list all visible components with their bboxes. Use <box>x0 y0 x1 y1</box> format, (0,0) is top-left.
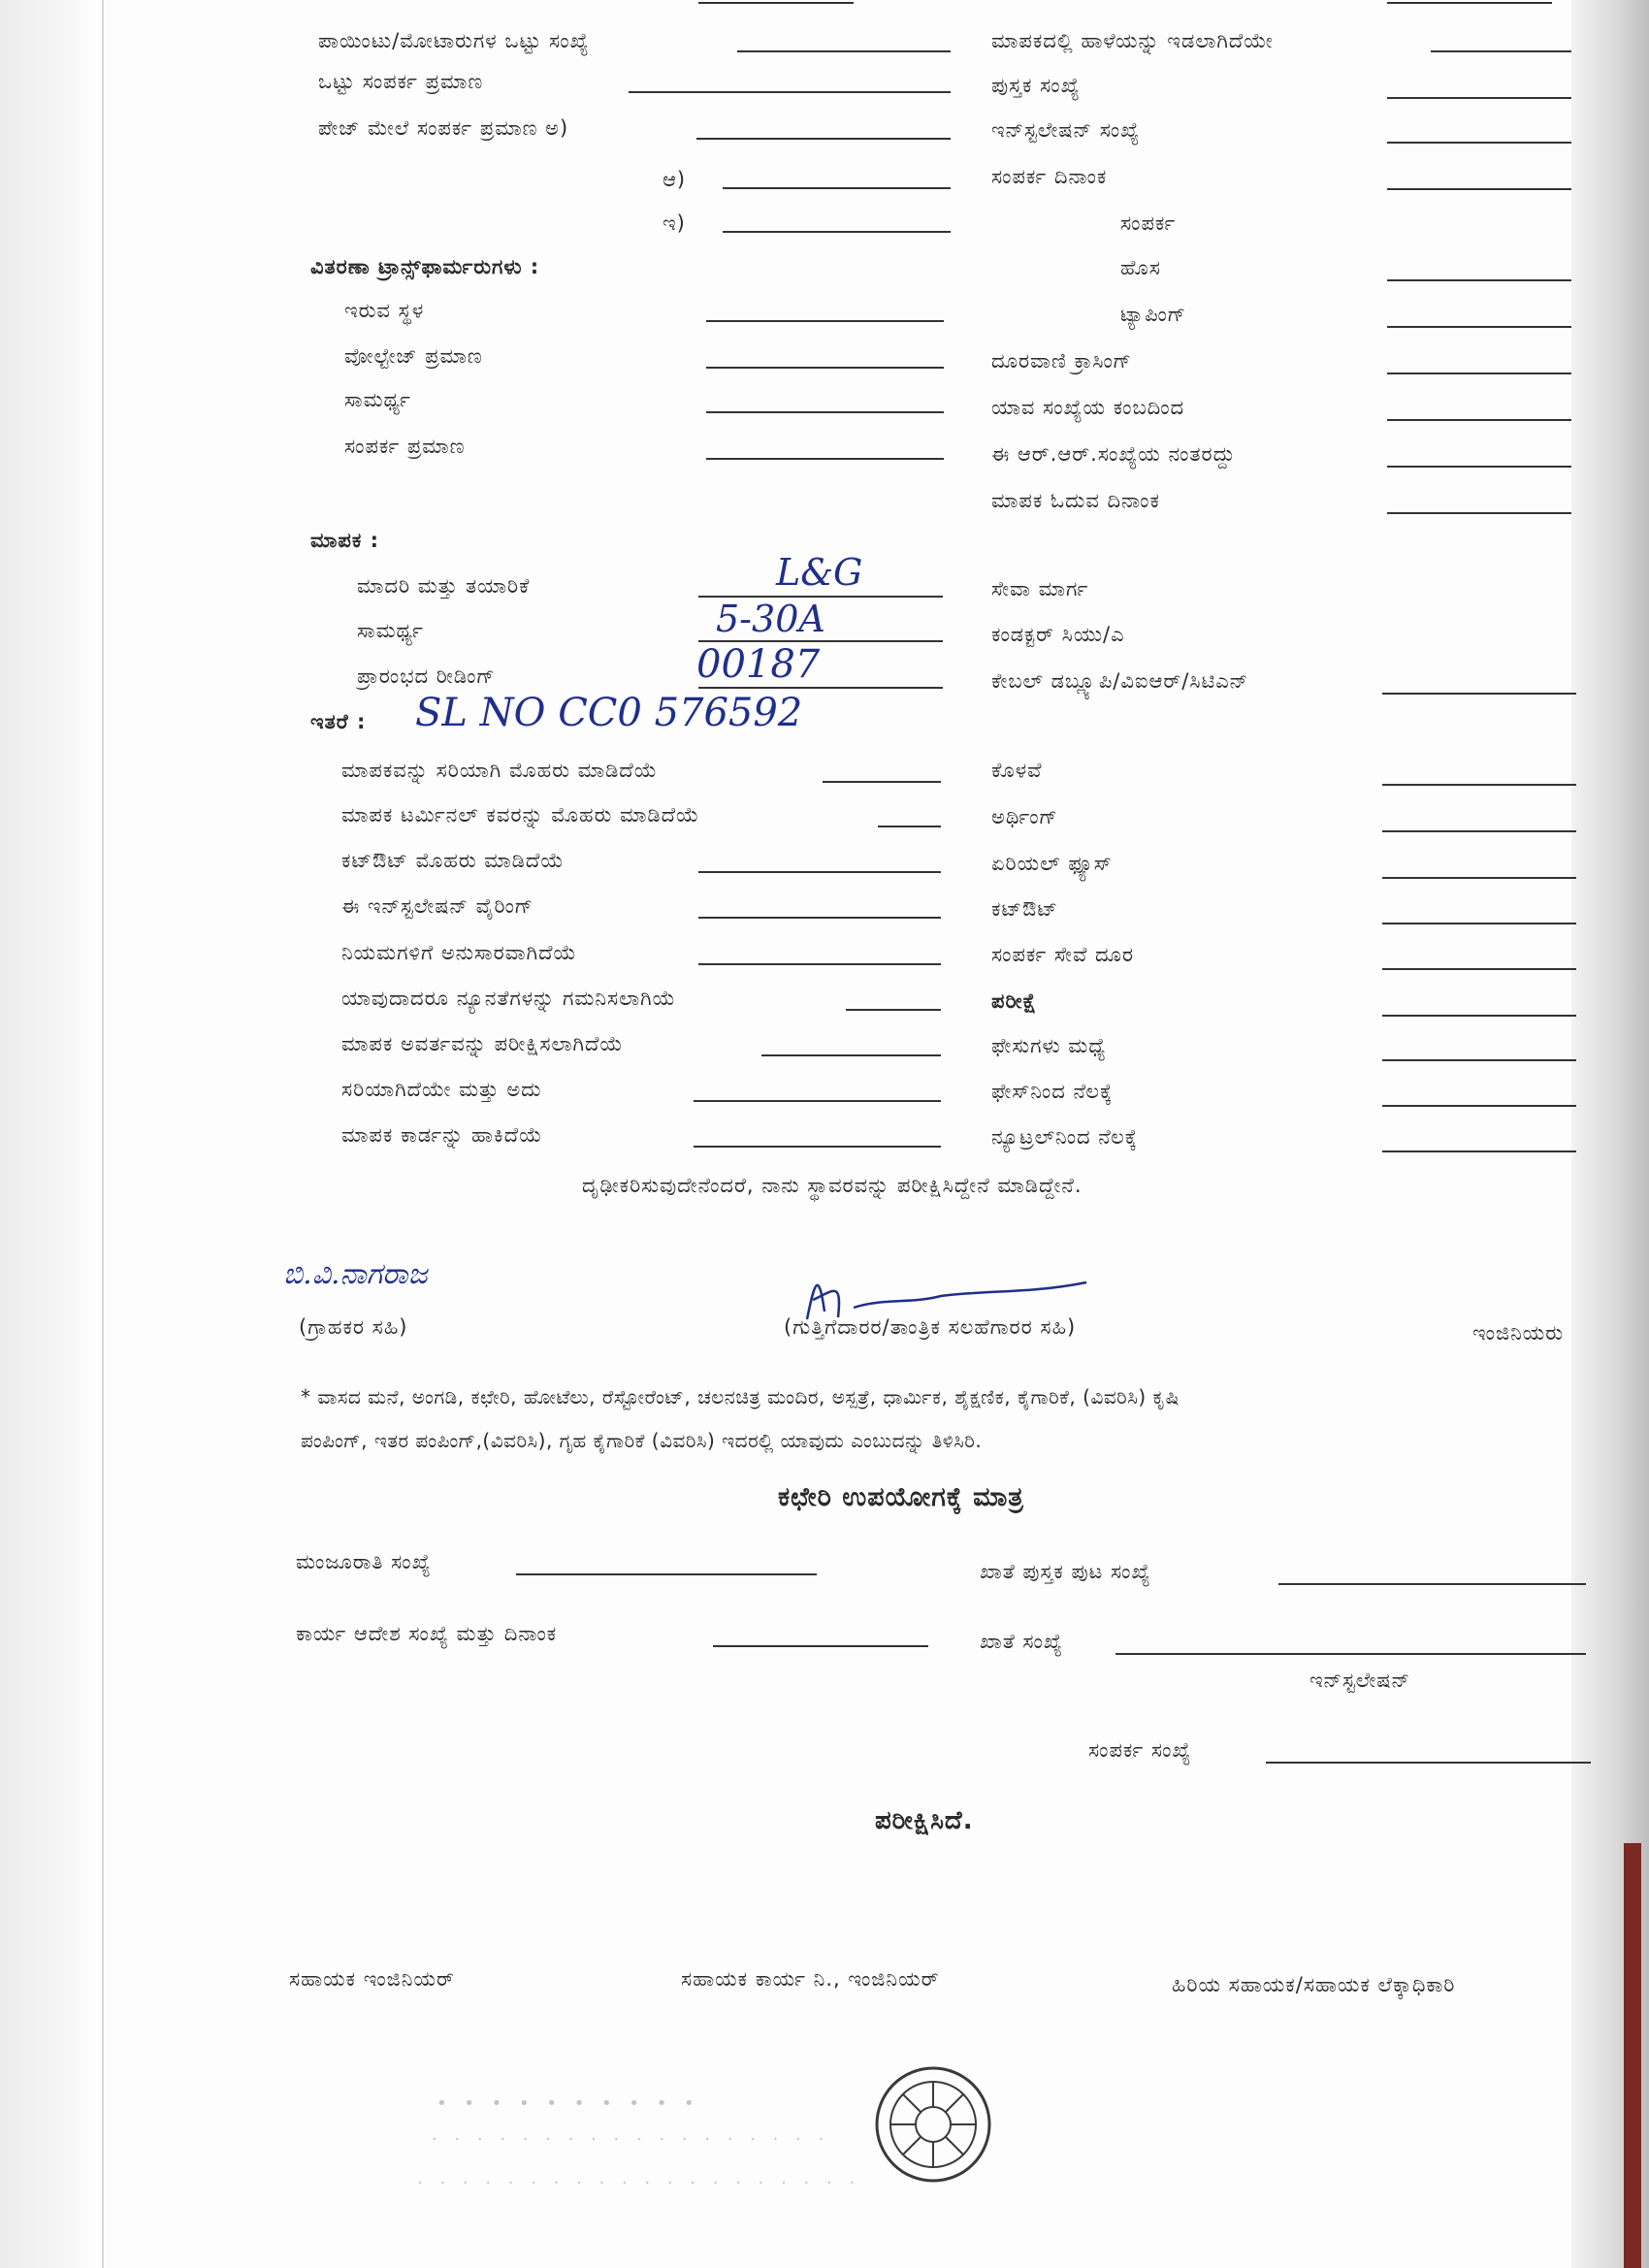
label-test: ಪರೀಕ್ಷೆ <box>991 989 1038 1013</box>
label-connection-date: ಸಂಪರ್ಕ ದಿನಾಂಕ <box>991 165 1108 188</box>
field-line[interactable] <box>706 458 944 460</box>
handwritten-serial: SL NO CC0 576592 <box>415 691 803 735</box>
label-phase-to-earth: ಫೇಸ್‌ನಿಂದ ನೆಲಕ್ಕೆ <box>991 1080 1114 1103</box>
field-line[interactable] <box>1382 784 1576 786</box>
label-sheet-placed: ಮಾಪಕದಲ್ಲಿ ಹಾಳೆಯನ್ನು ಇಡಲಾಗಿದೆಯೇ <box>991 29 1274 52</box>
label-phase-load-aa: ಆ) <box>663 168 687 191</box>
label-account-no: ಖಾತೆ ಸಂಖ್ಯೆ <box>980 1630 1063 1653</box>
faded-stamp-line: • • • • • • • • • • <box>436 2093 700 2114</box>
field-line[interactable] <box>629 91 951 93</box>
field-line[interactable] <box>1382 877 1576 879</box>
label-telephone-crossing: ದೂರವಾಣಿ ಕ್ರಾಸಿಂಗ್ <box>991 349 1132 373</box>
label-earthing: ಅರ್ಥಿಂಗ್ <box>991 805 1058 828</box>
field-line[interactable] <box>1431 50 1571 52</box>
label-points-motors: ಪಾಯಿಂಟು/ಮೋಟಾರುಗಳ ಒಟ್ಟು ಸಂಖ್ಯೆ <box>318 29 590 52</box>
field-line[interactable] <box>698 963 941 965</box>
asst-engineer-label: ಸಹಾಯಕ ಇಂಜಿನಿಯರ್ <box>289 1967 455 1991</box>
field-line[interactable] <box>1387 279 1571 281</box>
accounts-officer-label: ಹಿರಿಯ ಸಹಾಯಕ/ಸಹಾಯಕ ಲೆಕ್ಕಾಧಿಕಾರಿ <box>1172 1973 1456 1996</box>
label-voltage: ವೋಲ್ಟೇಜ್ ಪ್ರಮಾಣ <box>344 344 483 368</box>
field-line[interactable] <box>1382 1150 1576 1152</box>
label-neutral-to-earth: ನ್ಯೂಟ್ರಲ್‌ನಿಂದ ನೆಲಕ್ಕೆ <box>991 1125 1138 1149</box>
field-line[interactable] <box>823 781 941 783</box>
certification-text: ದೃಢೀಕರಿಸುವುದೇನೆಂದರೆ, ನಾನು ಸ್ಥಾವರವನ್ನು ಪರೀಕ್ಷಿಸಿದ್ದೇನೆ ಮಾಡಿದ್ದೇನೆ. <box>582 1174 1083 1197</box>
field-line[interactable] <box>696 138 951 140</box>
label-meter-reading-date: ಮಾಪಕ ಓದುವ ದಿನಾಂಕ <box>991 489 1160 512</box>
binder-edge <box>1624 1843 1641 2268</box>
field-line[interactable] <box>1116 1653 1586 1655</box>
label-service-line: ಸೇವಾ ಮಾರ್ಗ <box>991 577 1089 600</box>
others-heading: ಇತರೆ : <box>310 710 367 733</box>
scan-right-edge <box>1571 0 1649 2268</box>
label-service-distance: ಸಂಪರ್ಕ ಸೇವೆ ದೂರ <box>991 943 1135 966</box>
handwritten-make: L&G <box>776 551 863 594</box>
label-capacity: ಸಾಮರ್ಥ್ಯ <box>344 388 411 411</box>
field-line[interactable] <box>1382 1059 1576 1061</box>
meter-heading: ಮಾಪಕ : <box>310 529 380 552</box>
field-line[interactable] <box>1382 693 1576 695</box>
field-line[interactable] <box>737 50 951 52</box>
label-pipe: ಕೊಳವೆ <box>991 759 1043 782</box>
label-cutout: ಕಟ್‌ಔಟ್ <box>991 897 1058 921</box>
label-meter-card: ಮಾಪಕ ಕಾರ್ಡನ್ನು ಹಾಕಿದೆಯೆ <box>341 1123 543 1147</box>
label-book-no: ಪುಸ್ತಕ ಸಂಖ್ಯೆ <box>991 74 1081 97</box>
field-line[interactable] <box>1387 466 1571 468</box>
field-line[interactable] <box>706 320 944 322</box>
label-cutout-sealed: ಕಟ್‌ಔಟ್ ಮೊಹರು ಮಾಡಿದೆಯೆ <box>341 849 565 872</box>
field-line[interactable] <box>1382 1105 1576 1107</box>
label-connected-load: ಸಂಪರ್ಕ ಪ್ರಮಾಣ <box>344 435 466 458</box>
faded-stamp-line: · · · · · · · · · · · · · · · · · · <box>432 2129 830 2150</box>
field-line[interactable] <box>1382 923 1576 924</box>
label-phase-load-a: ಪೇಜ್ ಮೇಲೆ ಸಂಪರ್ಕ ಪ್ರಮಾಣ ಅ) <box>318 116 569 140</box>
handwritten-capacity: 5-30A <box>716 598 825 640</box>
label-sanction-no: ಮಂಜೂರಾತಿ ಸಂಖ್ಯೆ <box>296 1550 432 1573</box>
label-connection-no: ಸಂಪರ್ಕ ಸಂಖ್ಯೆ <box>1088 1738 1192 1762</box>
label-from-pole: ಯಾವ ಸಂಖ್ಯೆಯ ಕಂಬದಿಂದ <box>991 396 1185 419</box>
blank-line <box>1387 2 1552 4</box>
field-line[interactable] <box>1266 1762 1591 1764</box>
field-line[interactable] <box>698 871 941 873</box>
label-installation: ಇನ್‌ಸ್ಟಲೇಷನ್ <box>1310 1669 1411 1692</box>
handwritten-reading: 00187 <box>696 642 821 687</box>
company-seal <box>873 2064 993 2185</box>
checked-label: ಪರೀಕ್ಷಿಸಿದೆ. <box>875 1806 974 1835</box>
field-line[interactable] <box>1382 968 1576 970</box>
label-installation-no: ಇನ್‌ಸ್ಟಲೇಷನ್ ಸಂಖ್ಯೆ <box>991 118 1141 142</box>
label-new: ಹೊಸ <box>1120 256 1161 279</box>
label-initial-reading: ಪ್ರಾರಂಭದ ರೀಡಿಂಗ್ <box>357 664 496 688</box>
field-line[interactable] <box>1387 326 1571 328</box>
scan-left-edge <box>0 0 104 2268</box>
field-line[interactable] <box>1387 419 1571 421</box>
field-line[interactable] <box>706 367 944 369</box>
label-tapping: ಟ್ಯಾಪಿಂಗ್ <box>1120 303 1186 326</box>
label-connection: ಸಂಪರ್ಕ <box>1120 211 1177 235</box>
field-line[interactable] <box>694 1146 941 1148</box>
label-meter-rotation: ಮಾಪಕ ಅವರ್ತವನ್ನು ಪರೀಕ್ಷಿಸಲಾಗಿದೆಯೆ <box>341 1032 624 1055</box>
field-line[interactable] <box>761 1054 941 1056</box>
field-line[interactable] <box>1387 188 1571 190</box>
office-use-heading: ಕಛೇರಿ ಉಪಯೋಗಕ್ಕೆ ಮಾತ್ರ <box>778 1482 1024 1512</box>
label-cable: ಕೇಬಲ್ ಡಬ್ಲ್ಯೂಪಿ/ವಿಐಆರ್/ಸಿಟಿಎನ್ <box>991 669 1249 693</box>
label-phase-load-i: ಇ) <box>663 211 686 235</box>
field-line[interactable] <box>1387 142 1571 144</box>
label-ledger-page: ಖಾತೆ ಪುಸ್ತಕ ಪುಟ ಸಂಖ್ಯೆ <box>980 1560 1151 1583</box>
label-as-per-rules: ನಿಯಮಗಳಿಗೆ ಅನುಸಾರವಾಗಿದೆಯೆ <box>341 941 577 964</box>
label-make-model: ಮಾದರಿ ಮತ್ತು ತಯಾರಿಕೆ <box>357 574 531 598</box>
field-line[interactable] <box>723 231 951 233</box>
contractor-sign-label: (ಗುತ್ತಿಗೆದಾರರ/ತಾಂತ್ರಿಕ ಸಲಹೆಗಾರರ ಸಹಿ) <box>784 1315 1077 1339</box>
label-meter-sealed: ಮಾಪಕವನ್ನು ಸರಿಯಾಗಿ ಮೊಹರು ಮಾಡಿದೆಯೆ <box>341 759 659 782</box>
label-is-correct: ಸರಿಯಾಗಿದೆಯೇ ಮತ್ತು ಅದು <box>341 1078 542 1101</box>
field-line[interactable] <box>1387 97 1571 99</box>
label-total-load: ಒಟ್ಟು ಸಂಪರ್ಕ ಪ್ರಮಾಣ <box>318 70 484 93</box>
label-after-rr-no: ಈ ಆರ್.ಆರ್.ಸಂಖ್ಯೆಯ ನಂತರದ್ದು <box>991 442 1236 466</box>
field-line[interactable] <box>706 411 944 413</box>
field-line[interactable] <box>723 187 951 189</box>
label-conductor: ಕಂಡಕ್ಟರ್ ಸಿಯು/ಎ <box>991 623 1125 646</box>
field-line[interactable] <box>878 826 941 827</box>
field-line[interactable] <box>1278 1583 1586 1585</box>
field-line[interactable] <box>713 1645 928 1647</box>
blank-line <box>698 2 854 4</box>
field-line[interactable] <box>1382 1015 1576 1017</box>
label-installation-wiring: ಈ ಇನ್‌ಸ್ಟಲೇಷನ್ ವೈರಿಂಗ್ <box>341 894 534 918</box>
customer-signature: ಬಿ.ವಿ.ನಾಗರಾಜ <box>283 1257 428 1291</box>
field-line[interactable] <box>1387 373 1571 374</box>
field-line[interactable] <box>698 687 943 689</box>
label-work-order: ಕಾರ್ಯ ಆದೇಶ ಸಂಖ್ಯೆ ಮತ್ತು ದಿನಾಂಕ <box>296 1622 558 1645</box>
label-aerial-fuse: ಏರಿಯಲ್ ಫ್ಯೂಸ್ <box>991 852 1113 875</box>
footnote-line-2: ಪಂಪಿಂಗ್, ಇತರ ಪಂಪಿಂಗ್,(ವಿವರಿಸಿ), ಗೃಹ ಕೈಗಾರಿಕೆ (ವಿವರಿಸಿ) ಇದರಲ್ಲಿ ಯಾವುದು ಎಂಬುದನ್ನು ತಿಳಿಸಿರಿ. <box>301 1429 983 1452</box>
field-line[interactable] <box>846 1009 941 1011</box>
customer-sign-label: (ಗ್ರಾಹಕರ ಸಹಿ) <box>299 1315 408 1339</box>
label-terminal-sealed: ಮಾಪಕ ಟರ್ಮಿನಲ್ ಕವರನ್ನು ಮೊಹರು ಮಾಡಿದೆಯೆ <box>341 803 700 826</box>
asst-exec-engineer-label: ಸಹಾಯಕ ಕಾರ್ಯ ನಿ., ಇಂಜಿನಿಯರ್ <box>681 1967 940 1991</box>
field-line[interactable] <box>1382 830 1576 832</box>
faded-stamp-line: · · · · · · · · · · · · · · · · · · · · <box>417 2173 861 2193</box>
label-meter-capacity: ಸಾಮರ್ಥ್ಯ <box>357 619 424 642</box>
label-between-phases: ಫೇಸುಗಳು ಮಧ್ಯೆ <box>991 1034 1107 1057</box>
label-defects-noticed: ಯಾವುದಾದರೂ ನ್ಯೂನತೆಗಳನ್ನು ಗಮನಿಸಲಾಗಿಯೆ <box>341 987 676 1010</box>
field-line[interactable] <box>1387 512 1571 514</box>
field-line[interactable] <box>698 917 941 919</box>
field-line[interactable] <box>516 1573 817 1575</box>
footnote-line-1: * ವಾಸದ ಮನೆ, ಅಂಗಡಿ, ಕಛೇರಿ, ಹೋಟೆಲು, ರೆಸ್ಟೋರೆಂಟ್, ಚಲನಚಿತ್ರ ಮಂದಿರ, ಅಸ್ಪತ್ರೆ, ಧಾರ್ಮಿಕ, ಶೈಕ್ಷಣಿಕ, ಕೈಗಾರಿಕೆ, (ವಿವರಿಸಿ) ಕೃಷಿ <box>301 1385 1180 1409</box>
engineer-label: ಇಂಜಿನಿಯರು <box>1472 1321 1565 1345</box>
transformers-heading: ವಿತರಣಾ ಟ್ರಾನ್ಸ್‌ಫಾರ್ಮರುಗಳು : <box>310 255 540 278</box>
label-location: ಇರುವ ಸ್ಥಳ <box>344 299 425 322</box>
field-line[interactable] <box>694 1100 941 1102</box>
